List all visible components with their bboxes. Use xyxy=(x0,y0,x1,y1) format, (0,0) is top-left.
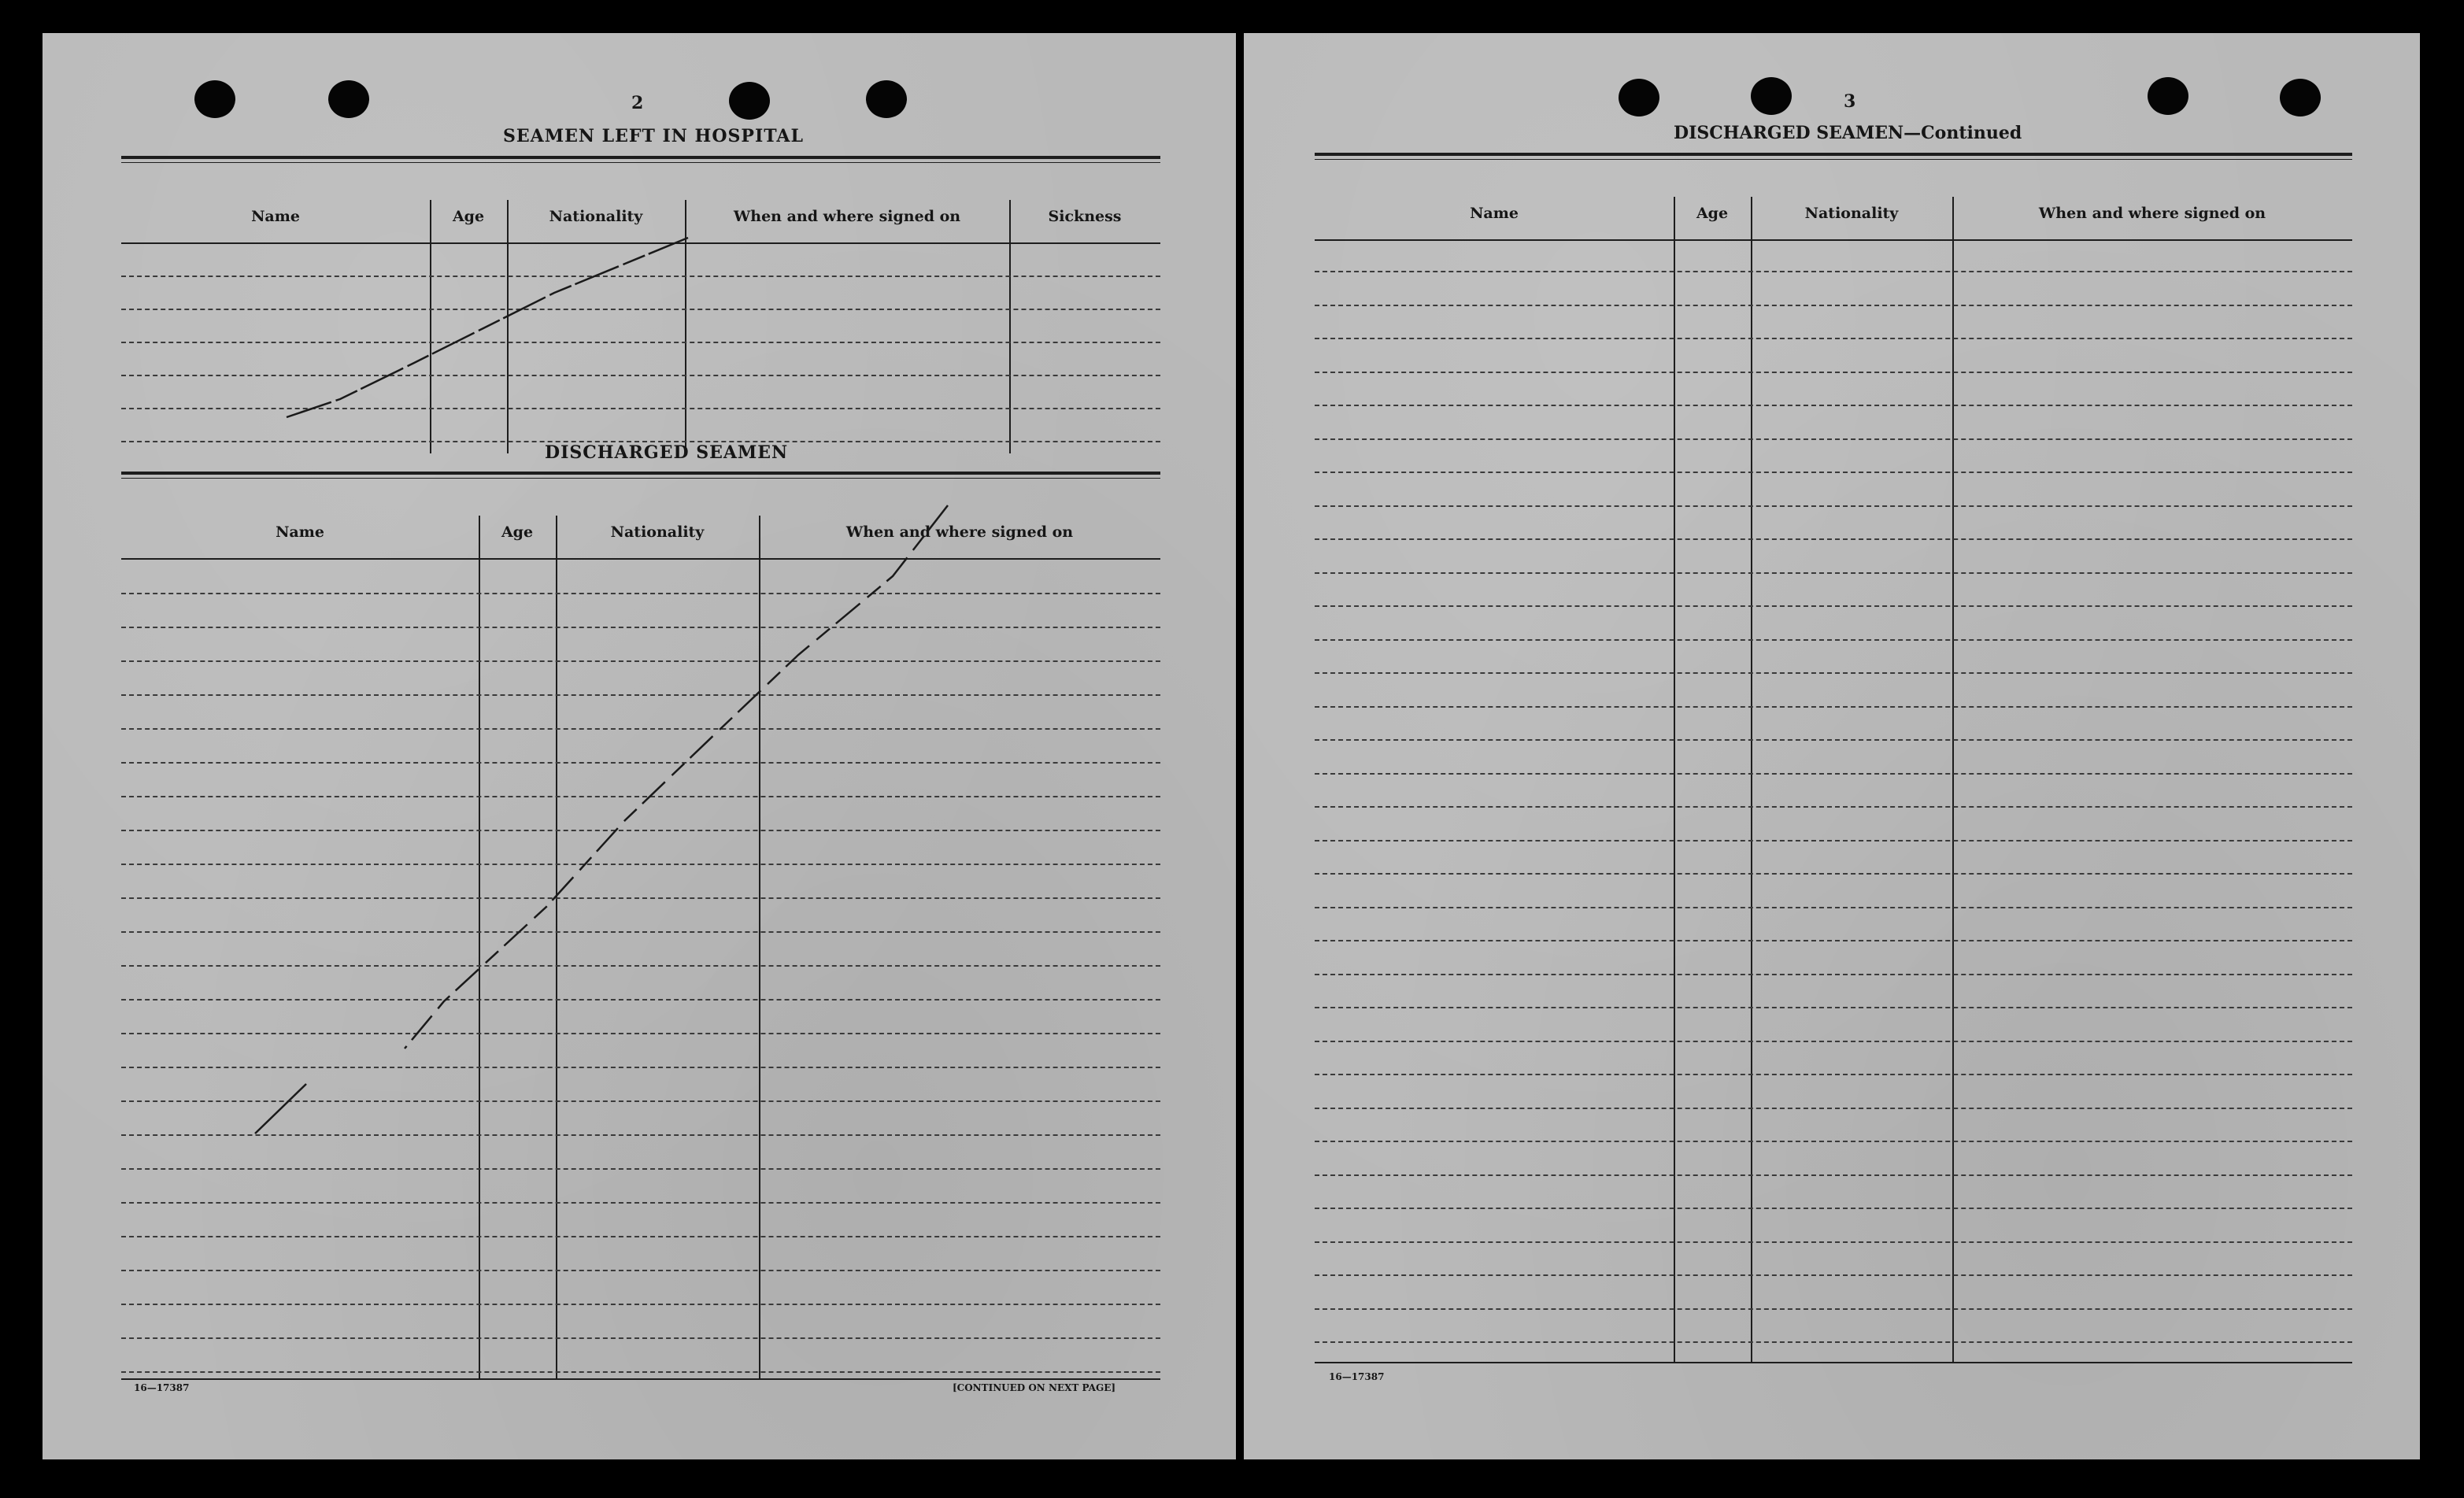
column-header-name: Name xyxy=(276,523,324,541)
table-row xyxy=(1315,806,2352,808)
table-row xyxy=(1315,739,2352,741)
table-row xyxy=(1315,907,2352,908)
table-row xyxy=(1315,873,2352,875)
table-row xyxy=(1315,1174,2352,1176)
table-row xyxy=(1315,1141,2352,1142)
continued-note: [CONTINUED ON NEXT PAGE] xyxy=(953,1382,1116,1393)
table-row xyxy=(1315,605,2352,607)
column-header-signed-on: When and where signed on xyxy=(845,523,1074,541)
table-row xyxy=(1315,505,2352,507)
discharged-section-title: DISCHARGED SEAMEN xyxy=(545,442,789,463)
column-header-name: Name xyxy=(251,208,300,225)
table-row xyxy=(1315,1274,2352,1276)
right-page xyxy=(1244,33,2420,1459)
punch-hole xyxy=(2148,77,2188,115)
table-row xyxy=(1315,639,2352,641)
table-row xyxy=(1315,1074,2352,1075)
column-header-nationality: Nationality xyxy=(610,523,705,541)
column-header-signed-on: When and where signed on xyxy=(2038,205,2266,222)
discharged-continued-table xyxy=(1315,153,2352,1362)
hospital-section-title: SEAMEN LEFT IN HOSPITAL xyxy=(503,126,804,146)
form-number: 16—17387 xyxy=(134,1382,190,1393)
punch-hole xyxy=(1619,79,1659,117)
table-row xyxy=(1315,372,2352,373)
column-header-age: Age xyxy=(452,208,485,225)
page-number: 3 xyxy=(1844,91,1856,112)
table-row xyxy=(1315,472,2352,473)
punch-hole xyxy=(2280,79,2321,117)
column-header-nationality: Nationality xyxy=(549,208,643,225)
pen-strike-marks xyxy=(43,33,1236,1459)
table-row xyxy=(1315,773,2352,775)
column-header-nationality: Nationality xyxy=(1804,205,1899,222)
table-row xyxy=(1315,672,2352,674)
column-header-age: Age xyxy=(501,523,534,541)
form-number: 16—17387 xyxy=(1329,1371,1385,1382)
table-row xyxy=(1315,438,2352,440)
table-row xyxy=(1315,840,2352,841)
table-row xyxy=(1315,538,2352,540)
table-row xyxy=(1315,572,2352,574)
table-row xyxy=(1315,706,2352,708)
table-row xyxy=(1315,1041,2352,1042)
punch-hole xyxy=(1751,77,1792,115)
column-header-sickness: Sickness xyxy=(1048,208,1122,225)
discharged-continued-title: DISCHARGED SEAMEN—Continued xyxy=(1674,123,2022,143)
page-number: 2 xyxy=(631,93,644,113)
table-row xyxy=(1315,940,2352,941)
table-row xyxy=(1315,974,2352,975)
table-row xyxy=(1315,405,2352,406)
column-header-signed-on: When and where signed on xyxy=(733,208,961,225)
table-row xyxy=(1315,1007,2352,1008)
table-row xyxy=(1315,338,2352,339)
table-row xyxy=(1315,1341,2352,1343)
table-row xyxy=(1315,1241,2352,1243)
table-row xyxy=(1315,305,2352,306)
table-row xyxy=(1315,1208,2352,1209)
column-header-age: Age xyxy=(1696,205,1729,222)
table-row xyxy=(1315,1108,2352,1109)
table-row xyxy=(1315,271,2352,272)
table-row xyxy=(1315,1308,2352,1310)
column-header-name: Name xyxy=(1470,205,1519,222)
left-page xyxy=(43,33,1236,1459)
